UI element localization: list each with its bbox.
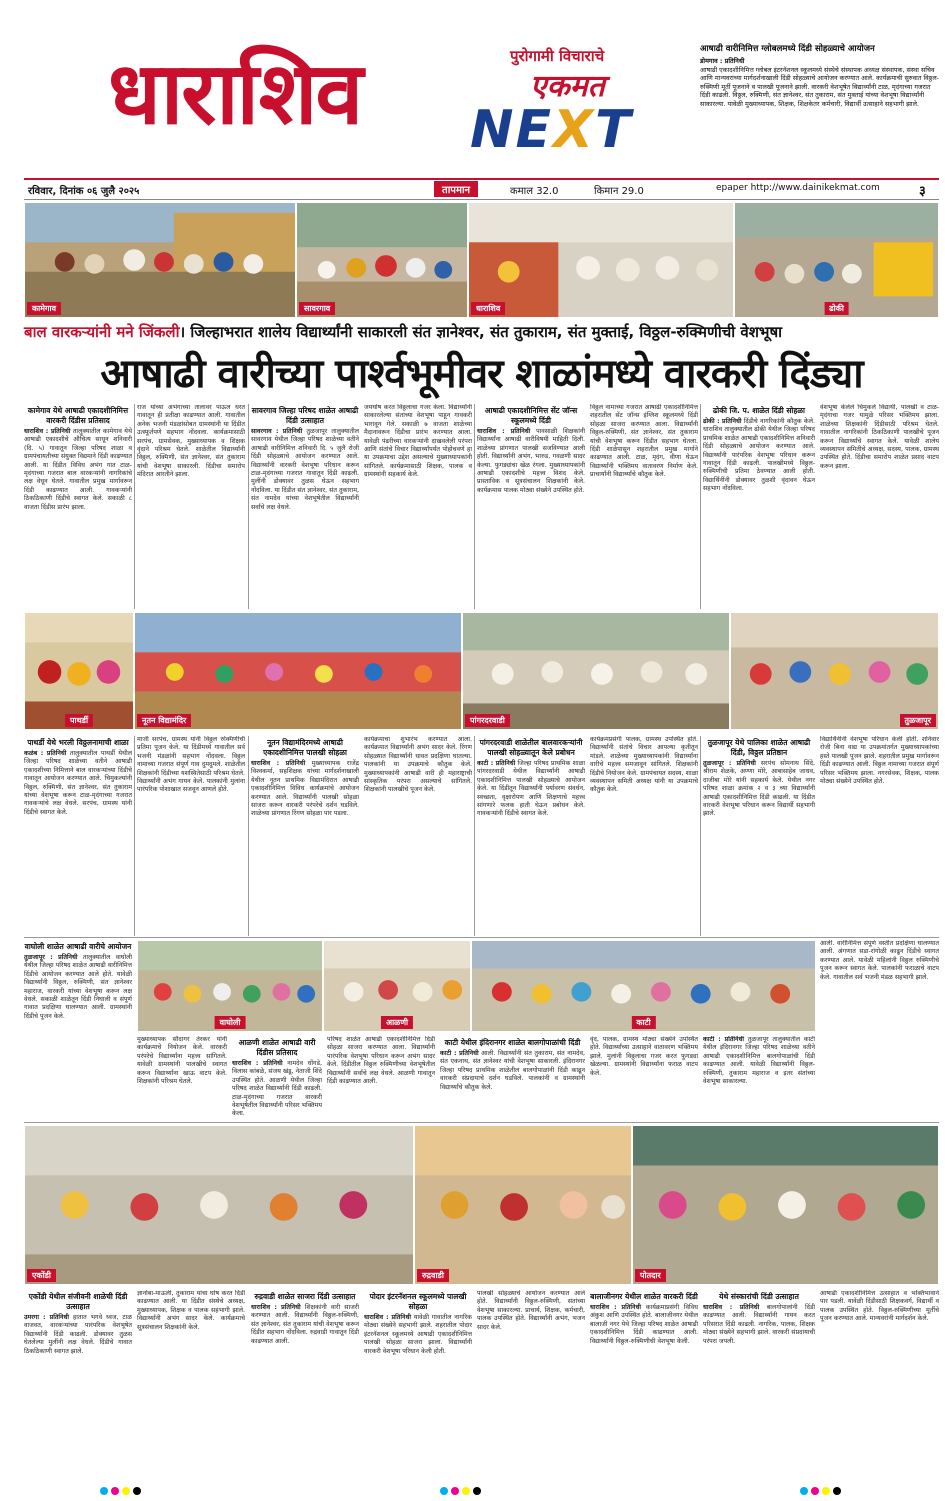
cyan-mark	[440, 1487, 448, 1495]
column-rule	[700, 736, 701, 936]
article-dateline: काटी : प्रतिनिधी	[477, 760, 516, 767]
article-subheading: सावरगाव जिल्हा परिषद शाळेत आषाढी दिंडी उत्साहात	[251, 406, 359, 425]
column-rule	[474, 736, 475, 936]
registration-marks-center	[440, 1487, 481, 1495]
article-body: पावसाळी शिक्षकांनी विद्यार्थ्यांना आषाढी वारीविषयी माहिती दिली. शाळेच्या प्रांगणात पालखी सजविण्यात आली होती. विद्यार्थ्यांनी अभंग, भारुड, गवळणी सादर केल्या. फुगड्यांचा खेळ रंगला. मुख्याध्यापकांनी आषाढी एकादशीचे महत्त्व विशद केले. प्रास्ताविक व सूत्रसंचालन शिक्षकांनी केले. कार्यक्रमास पालक मोठ्या संख्येने उपस्थित होते.	[477, 428, 585, 494]
article-subheading: एकोंडी येथील संजीवनी शाळेची दिंडी उत्साहात	[28, 1292, 128, 1311]
article-dateline: तुळजापूर : प्रतिनिधी	[24, 954, 78, 961]
photo-pathardi	[24, 612, 134, 730]
epaper-link[interactable]: epaper http://www.dainikekmat.com	[716, 183, 880, 193]
article-body: पालखी सोहळ्याचे आयोजन करण्यात आले होते. विद्यार्थ्यांनी विठ्ठल-रुक्मिणी, संतांच्या वेशभूषा साकारल्या. प्राचार्य, शिक्षक, कर्मचारी, पालक उपस्थित होते. विद्यार्थ्यांनी अभंग, भजन सादर केले.	[477, 1290, 585, 1331]
photo-caption: कामेगाव	[27, 302, 61, 315]
article-kati-right	[820, 940, 939, 1120]
article-dateline: धाराशिव : प्रतिनिधी	[590, 1304, 641, 1311]
weather-label: तापमान	[434, 181, 478, 197]
photo-caption: आळणी	[381, 1016, 413, 1029]
photo-tuljapur-image	[731, 613, 938, 729]
article-subheading: रुद्रवाडी शाळेत साजरा दिंडी उत्साहात	[254, 1292, 356, 1301]
article-body: राज यांच्या अभंगाच्या तालावर पाऊल धरत गावातून ही प्रतीक्षा काढण्यात आली. गावातील अनेक भजनी मंडळांसोबत ग्रामस्थांनी या दिंडीत उत्स्फूर्तपणे सहभाग नोंदवला. कार्यक्रमासाठी सरपंच, ग्रामसेवक, मुख्याध्यापक व शिक्षक वृंदाने परिश्रम घेतले. शाळेतील विद्यार्थ्यांनी विठ्ठल, रुक्मिणी, संत ज्ञानेश्वर, संत तुकाराम यांची वेशभूषा साकारली. दिंडीचा समारोप मंदिरात आरतीने झाला.	[137, 404, 245, 479]
article-stjohns-col1	[477, 404, 585, 609]
article-body: मुख्याध्यापक सौदागर तेरकर यांनी कार्यक्रमाचे नियोजन केले. वारकरी परंपरेचे विद्यार्थ्यांना महत्त्व सांगितले. यावेळी ग्रामस्थांनी पालखीचे स्वागत करून विद्यार्थ्यांना खाऊ वाटप केले. शिक्षकांनी परिश्रम घेतले.	[137, 1036, 227, 1086]
article-dateline: काटी : प्रतिनिधी	[440, 1050, 479, 1057]
article-body: तालुक्यातील कामेगाव येथे आषाढी एकादशीचे औचित्य साधून शनिवारी (दि. ५) गावातून जिल्हा परिषद शाळा व ग्रामपंचायतीच्या संयुक्त विद्यमाने दिंडी काढण्यात आली. या दिंडीत विविध अभंग गात टाळ-मृदंगाच्या गजरात बाल वारकऱ्यांनी नागरिकांचे लक्ष वेधून घेतले. गावातील प्रमुख मार्गावरून दिंडी काढण्यात आली. गावकऱ्यांनी ठिकठिकाणी दिंडीचे स्वागत केले. सकाळी ८ वाजता दिंडीस प्रारंभ झाला.	[24, 428, 132, 511]
date-bar	[24, 178, 939, 200]
cyan-mark	[100, 1487, 108, 1495]
black-mark	[833, 1487, 841, 1495]
photo-vagholi	[137, 940, 323, 1032]
page-number: ३	[919, 184, 926, 199]
photo-potdar-image	[633, 1126, 938, 1284]
kicker	[24, 322, 939, 348]
article-body: मुख्याध्यापक राजेंद्र विश्वकर्मा, सहशिक्षक यांच्या मार्गदर्शनाखाली येथील नूतन प्राथमिक विद्यामंदिरात आषाढी एकादशीनिमित्त विविध कार्यक्रमांचे आयोजन करण्यात आले. विद्यार्थ्यांनी पालखी सोहळा साजरा करून वारकरी परंपरेचे दर्शन घडविले. शाळेच्या प्रांगणात रिंगण सोहळा पार पडला.	[251, 760, 359, 818]
article-dhoki-col2	[820, 404, 939, 609]
article-kamegaon-col2	[137, 404, 245, 609]
article-tuljapur-col1	[703, 736, 815, 936]
photo-caption: रुद्रवाडी	[417, 1269, 449, 1282]
article-body: नामदेव धोंगडे, विलास कांबळे, संजय खंडू, नेताजी शिंदे उपस्थित होते. आळणी येथील जिल्हा परिषद शाळेत विद्यार्थ्यांनी दिंडी काढली. टाळ-मृदंगाच्या गजरात वारकरी वेशभूषेतील विद्यार्थ्यांनी परिसर भक्तिमय केला.	[232, 1060, 322, 1118]
row-rule	[24, 1122, 939, 1123]
article-body: आली. विद्यार्थ्यांनी संत तुकाराम, संत नामदेव, संत एकनाथ, संत ज्ञानेश्वर यांची वेशभूषा साकारली. इंदिरानगर जिल्हा परिषद प्राथमिक शाळेतील बालगोपाळांनी दिंडी काढून वारकरी संप्रदायाचे दर्शन घडविले. पालकांनी व ग्रामस्थांनी विद्यार्थ्यांचे कौतुक केले.	[440, 1050, 585, 1091]
article-kati-col1	[440, 1036, 585, 1122]
kicker-text: । जिल्हाभरात शालेय विद्यार्थ्यांनी साकारली संत ज्ञानेश्वर, संत तुकाराम, संत मुक्ताई, विठ्ठल-रुक्मिणीची वेशभूषा	[179, 323, 783, 341]
top-article-title: आषाढी वारीनिमित्त ग्लोबलमध्ये दिंडी सोहळ्याचे आयोजन	[700, 44, 875, 54]
article-body: तालुक्यातील पाथर्डी येथील जिल्हा परिषद शाळेच्या वतीने आषाढी एकादशीच्या निमित्ताने बाल वारकऱ्यांच्या दिंडीचे गावातून आयोजन करण्यात आले. चिमुकल्यांनी विठ्ठल, रुक्मिणी, संत ज्ञानेश्वर, संत तुकाराम यांच्या वेशभूषा करून टाळ-मृदंगाच्या गजरात गावकऱ्यांचे लक्ष वेधले. सरपंच, ग्रामस्थ यांनी दिंडीचे स्वागत केले.	[24, 750, 132, 816]
article-nutan-col1	[251, 736, 359, 936]
article-subheading: ढोकी जि. प. शाळेत दिंडी सोहळा	[713, 406, 805, 415]
article-subheading: तुळजापूर येथे पालिका शाळेत आषाढी दिंडी, विठ्ठल प्रतिष्ठान	[707, 738, 811, 757]
article-dateline: धाराशिव : प्रतिनिधी	[703, 1304, 760, 1311]
magenta-mark	[811, 1487, 819, 1495]
article-potdar-col2	[477, 1290, 585, 1478]
column-rule	[474, 404, 475, 609]
photo-pangardarwadi	[462, 612, 730, 730]
photo-rudrawadi-image	[415, 1126, 631, 1284]
article-kati-col2	[590, 1036, 698, 1122]
column-rule	[134, 736, 135, 936]
yellow-mark	[122, 1487, 130, 1495]
photo-alani	[323, 940, 471, 1032]
article-body: दिंडीचे नागरिकांनी कौतुक केले. धाराशिव तालुक्यातील ढोकी येथील जिल्हा परिषद प्राथमिक शाळेत आषाढी एकादशीनिमित्त शनिवारी दिंडी सोहळ्याचे आयोजन करण्यात आले. विद्यार्थ्यांनी पारंपरिक वेशभूषा परिधान करून गावातून दिंडी काढली. पालखीमध्ये विठ्ठल-रुक्मिणीची प्रतिमा ठेवण्यात आली होती. विद्यार्थिनींनी डोक्यावर तुळशी वृंदावन घेऊन सहभाग नोंदविला.	[703, 418, 815, 493]
article-body: बालगोपालांनी दिंडी काढण्यात आली. विद्यार्थ्यांनी गायन करत परिसरात दिंडी काढली. नागरिक, पालक, शिक्षक मोठ्या संख्येने सहभागी झाले. वारकरी संप्रदायाची परंपरा जपली.	[703, 1304, 815, 1345]
article-vagholi-col1	[24, 940, 132, 1120]
article-body: जयघोष करत विठ्ठलाचा गजर केला. विद्यार्थ्यांनी साकारलेल्या संतांच्या वेशभूषा पाहून गावकरी भारावून गेले. सकाळी ७ वाजता शाळेच्या मैदानावरून दिंडीचा प्रारंभ करण्यात आला. यावेळी पंढरीच्या वारकऱ्यांनी दाखवलेली परंपरा आणि संतांचे विचार विद्यार्थ्यांपर्यंत पोहोचवणे हा या उपक्रमाचा उद्देश असल्याचे मुख्याध्यापकांनी सांगितले. कार्यक्रमासाठी शिक्षक, पालक व ग्रामस्थांनी सहकार्य केले.	[364, 404, 472, 479]
article-body: परिषद शाळेत आषाढी एकादशीनिमित्त दिंडी सोहळा साजरा करण्यात आला. विद्यार्थ्यांनी पारंपरिक वेशभूषा परिधान करून अभंग सादर केले. दिंडीतील विठ्ठल रुक्मिणीच्या वेशभूषेतील विद्यार्थ्यांनी सर्वांचे लक्ष वेधले. आळणी गावातून दिंडी काढण्यात आली.	[327, 1036, 435, 1086]
photo-ekondi-image	[25, 1126, 413, 1284]
photo-savargaon-image	[297, 203, 467, 317]
article-body: विठ्ठल नामाच्या गजरात आषाढी एकादशीनिमित्त शहरातील सेंट जॉन्स इंग्लिश स्कूलमध्ये दिंडी सोहळा साजरा करण्यात आला. विद्यार्थ्यांनी विठ्ठल-रुक्मिणी, संत ज्ञानेश्वर, संत तुकाराम यांची वेशभूषा करून दिंडीत सहभाग घेतला. दिंडी शाळेपासून शहरातील प्रमुख मार्गाने काढण्यात आली. टाळ, मृदंग, वीणा घेऊन विद्यार्थ्यांनी भक्तिमय वातावरण निर्माण केले. प्राचार्यांनी विद्यार्थ्यांचे कौतुक केले.	[590, 404, 698, 479]
article-sanskar-col2	[820, 1290, 939, 1478]
article-subheading: वाघोली शाळेत आषाढी वारीचे आयोजन	[24, 942, 132, 951]
article-body: आली. वारीनिमित्त संपूर्ण वस्तीत प्रदक्षिणा घालण्यात आली. अंगणात सडा-रांगोळी काढून दिंडीचे स्वागत करण्यात आले. यावेळी महिलांनी विठ्ठल रुक्मिणीचे पूजन करून स्वागत केले. पालकांनी फराळाचे वाटप केले. गावातील सर्व भजनी मंडळ सहभागी झाले.	[820, 940, 939, 981]
column-rule	[700, 404, 701, 609]
article-body: तुळजापूर तालुक्यातील सावरगाव येथील जिल्हा परिषद शाळेच्या वतीने आषाढी वारीनिमित्त शनिवारी दि. ५ जुलै रोजी दिंडी सोहळ्याचे आयोजन करण्यात आले. विद्यार्थ्यांनी वारकरी वेशभूषा परिधान करून टाळ-मृदंगाच्या गजरात गावातून दिंडी काढली. मुलींनी डोक्यावर तुळस घेऊन सहभाग नोंदविला. या दिंडीत संत ज्ञानेश्वर, संत तुकाराम, संत नामदेव यांच्या वेशभूषेतील विद्यार्थ्यांनी सर्वांचे लक्ष वेधले.	[251, 428, 359, 511]
photo-caption: सावरगाव	[299, 302, 335, 315]
photo-kamegaon	[24, 202, 296, 318]
kicker-highlight: बाल वारकऱ्यांनी मने जिंकली	[24, 323, 180, 341]
article-savargaon-col1	[251, 404, 359, 609]
article-subheading: नूतन विद्यामंदिरमध्ये आषाढी एकादशीनिमित्त पालखी सोहळा	[263, 738, 347, 757]
photo-dhoki	[734, 202, 939, 318]
article-dateline: तुळजापूर : प्रतिनिधी	[703, 760, 756, 767]
article-kamegaon-col1	[24, 404, 132, 609]
article-subheading: काटी येथील इंदिरानगर शाळेत बालगोपाळांची दिंडी	[444, 1038, 581, 1047]
article-body: शिक्षकांनी वारी साजरी करण्यात आली. विद्यार्थ्यांनी विठ्ठल-रुक्मिणी, संत ज्ञानेश्वर, संत तुकाराम यांची वेशभूषा करून दिंडीत सहभाग नोंदविला. रुद्रवाडी गावातून दिंडी काढण्यात आली.	[251, 1304, 359, 1345]
photo-dharashiv	[468, 202, 734, 318]
row-rule	[24, 937, 939, 938]
article-body: विद्यार्थिनींनी वेशभूषा परिधान केली होती. शनिवार रोजी बिना वाद्य या उपक्रमांतर्गत मुख्याध्यापकांच्या हस्ते पालखी पूजन झाले. शहरातील प्रमुख मार्गावरून दिंडी काढण्यात आली. विठ्ठल नामाच्या गजरात संपूर्ण परिसर भक्तिमय झाला. नगरसेवक, शिक्षक, पालक मोठ्या संख्येने उपस्थित होते.	[820, 736, 939, 786]
photo-caption: पाथर्डी	[65, 714, 93, 727]
article-balajinagar	[590, 1290, 698, 1478]
article-dateline: उमरगा : प्रतिनिधी	[24, 1314, 70, 1321]
photo-dhoki-image	[735, 203, 938, 317]
article-body: कार्यक्रमाचा शुभारंभ करण्यात आला. कार्यक्रमात विद्यार्थ्यांनी अभंग सादर केले. रिंगण सोहळ्यात विद्यार्थ्यांनी धावत प्रदक्षिणा घातल्या. पालकांनी या उपक्रमाचे कौतुक केले. मुख्याध्यापकांनी आषाढी वारी ही महाराष्ट्राची सांस्कृतिक परंपरा असल्याचे सांगितले. शिक्षकांनी पालखीचे पूजन केले.	[364, 736, 472, 794]
photo-caption: नूतन विद्यामंदिर	[137, 714, 191, 727]
article-subheading: आळणी शाळेत आषाढी वारी दिंडीस प्रतिसाद	[238, 1038, 316, 1057]
photo-caption: ढोकी	[824, 302, 849, 315]
article-pangardarwadi-col1	[477, 736, 585, 936]
article-body: वृंद, पालक, ग्रामस्थ मोठ्या संख्येने उपस्थित होते. विद्यार्थ्यांच्या उत्साहाने वातावरण भक्तिमय झाले. मुलांनी विठ्ठलाचा गजर करत फुगड्या खेळल्या. ग्रामस्थांनी विद्यार्थ्यांना फराळ वाटप केले.	[590, 1036, 698, 1077]
article-pathardi-col1	[24, 736, 132, 936]
masthead	[0, 0, 945, 175]
brand-name: एकमत	[530, 69, 605, 104]
article-dateline: सावरगाव : प्रतिनिधी	[251, 428, 303, 435]
photo-caption: तुळजापूर	[900, 714, 936, 727]
min-temperature: किमान 29.0	[594, 186, 644, 197]
tagline: पुरोगामी विचाराचे	[510, 47, 605, 65]
photo-potdar	[632, 1125, 939, 1285]
article-body: कार्यक्रमप्रसंगी पालक, ग्रामस्थ उपस्थित होते. विद्यार्थ्यांनी संतांचे विचार आपल्या कृतीतून मांडले. शाळेच्या मुख्याध्यापकांनी विद्यार्थ्यांना वारीचे महत्त्व समजावून सांगितले. शिक्षकांनी दिंडीचे नियोजन केले. ग्रामपंचायत सदस्य, शाळा व्यवस्थापन समिती अध्यक्ष यांनी या उपक्रमाचे कौतुक केले.	[590, 736, 698, 794]
article-rudrawadi	[251, 1290, 359, 1478]
yellow-mark	[462, 1487, 470, 1495]
photo-dharashiv-image	[469, 203, 733, 317]
article-dateline: धाराशिव : प्रतिनिधी	[364, 1314, 411, 1321]
photo-caption: धाराशिव	[471, 302, 505, 315]
article-body: माजी सरपंच, ग्रामस्थ यांनी विठ्ठल रुक्मिणीची प्रतिमा पूजन केले. या दिंडीमध्ये गावातील सर्व भजनी मंडळांनी सहभाग नोंदवला. विठ्ठल नामाच्या गजरात संपूर्ण गाव दुमदुमले. शाळेतील शिक्षकांनी दिंडीच्या यशस्वितेसाठी परिश्रम घेतले. विद्यार्थ्यांनी अभंग गायन केले. पालकांनी मुलांना पारंपरिक पोशाखात सजवून आणले होते.	[137, 736, 245, 794]
article-subheading: पांगरदरवाडी शाळेतील बालवारकऱ्यांनी पालखी सोहळ्यातून केले प्रबोधन	[479, 738, 583, 757]
article-dateline: कळंब : प्रतिनिधी	[24, 750, 67, 757]
registration-marks-left	[100, 1487, 141, 1495]
photo-tuljapur	[730, 612, 939, 730]
cyan-mark	[800, 1487, 808, 1495]
article-alani-col2	[327, 1036, 435, 1122]
magenta-mark	[451, 1487, 459, 1495]
photo-caption: पोतदार	[635, 1269, 666, 1282]
photo-rudrawadi	[414, 1125, 632, 1285]
article-pathardi-col2	[137, 736, 245, 936]
photo-pangardarwadi-image	[463, 613, 729, 729]
article-dateline: ढोकी : प्रतिनिधी	[703, 418, 742, 425]
photo-nutan-image	[135, 613, 461, 729]
article-dateline: काटी : प्रतिनिधी	[703, 1036, 745, 1043]
max-temperature: कमाल 32.0	[510, 186, 559, 197]
article-dateline: धाराशिव : प्रतिनिधी	[232, 1060, 283, 1067]
article-dateline: धाराशिव : प्रतिनिधी	[251, 760, 306, 767]
article-subheading: आषाढी एकादशीनिमित्त सेंट जॉन्स स्कूलमध्ये दिंडी	[484, 406, 578, 425]
photo-caption: पांगरदरवाडी	[465, 714, 510, 727]
registration-marks-right	[800, 1487, 841, 1495]
photo-kati	[471, 940, 816, 1032]
top-article-body: आषाढी एकादशीनिमित्त ग्लोबल इंटरनॅशनल स्कूलमध्ये संस्थेचे संस्थापक अध्यक्ष संस्थापक, संस्था सचिव आणि मान्यवरांच्या मार्गदर्शनाखाली दिंडी सोहळ्याचे आयोजन करण्यात आले. कार्यक्रमाची सुरुवात विठ्ठल-रुक्मिणी मूर्ती पूजनाने व पालखी पूजनाने झाली. वारकरी वेशभूषेत विद्यार्थ्यांनी टाळ, मृदंगाच्या गजरात दिंडी काढली. विठ्ठल, रुक्मिणी, संत ज्ञानेश्वर, संत तुकाराम, संत मुक्ताई यांच्या वेशभूषा विद्यार्थ्यांनी साकारल्या. यावेळी मुख्याध्यापक, शिक्षक, शिक्षकेतर कर्मचारी, विद्यार्थी उत्साहाने सहभागी झाले.	[700, 65, 939, 108]
article-body: यावेळी गावातील नागरिक मोठ्या संख्येने सहभागी झाले. शहरातील पोदार इंटरनॅशनल स्कूलमध्ये आषाढी एकादशीनिमित्त पालखी सोहळा साजरा झाला. विद्यार्थ्यांनी वारकरी वेशभूषा परिधान केली होती.	[364, 1314, 472, 1355]
column-rule	[134, 404, 135, 609]
article-body: आषाढी एकादशीनिमित्त उत्साहात व भक्तिभावाने पार पडली. यावेळी दिंडीसाठी शिक्षकवर्ग, विद्यार्थी व पालक उपस्थित होते. विठ्ठल-रुक्मिणीच्या मूर्तीचे पूजन करण्यात आले. मान्यवरांनी मार्गदर्शन केले.	[820, 1290, 939, 1323]
photo-caption: वाघोली	[215, 1016, 246, 1029]
main-headline: आषाढी वारीच्या पार्श्वभूमीवर शाळांमध्ये वारकरी दिंड्या	[100, 350, 863, 397]
article-dateline: धाराशिव : प्रतिनिधी	[251, 1304, 301, 1311]
article-alani-col1	[232, 1036, 322, 1122]
article-sanskar-col1	[703, 1290, 815, 1478]
black-mark	[133, 1487, 141, 1495]
article-subheading: येथे संस्कारांची दिंडी उत्साहात	[719, 1292, 799, 1301]
photo-kamegaon-image	[25, 203, 295, 317]
photo-nutan-vidyamandir	[134, 612, 462, 730]
article-body: ज्ञानोबा-माऊली, तुकाराम यांचा घोष करत दिंडी काढण्यात आली. या दिंडीत संस्थेचे अध्यक्ष, मुख्याध्यापक, शिक्षक व पालक सहभागी झाले. विद्यार्थ्यांनी अभंग सादर केले. कार्यक्रमाचे सूत्रसंचालन शिक्षकांनी केले.	[137, 1290, 245, 1331]
column-rule	[248, 404, 249, 609]
top-article-dateline: डोमगाव : प्रतिनिधी	[700, 57, 745, 65]
article-body: वेशभूषा केलेले चिमुकले विद्यार्थी, पालखी व टाळ-मृदंगाचा गजर यामुळे परिसर भक्तिमय झाला. शाळेच्या शिक्षकांनी दिंडीसाठी परिश्रम घेतले. गावातील नागरिकांनी ठिकठिकाणी पालखीचे पूजन करून विद्यार्थ्यांचे स्वागत केले. यावेळी शालेय व्यवस्थापन समितीचे अध्यक्ष, सदस्य, पालक, ग्रामस्थ उपस्थित होते. दिंडीचा समारोप शाळेत प्रसाद वाटप करून झाला.	[820, 404, 939, 470]
article-subheading: कामेगाव येथे आषाढी एकादशीनिमित्त वारकरी दिंडीस प्रतिसाद	[27, 406, 129, 425]
black-mark	[473, 1487, 481, 1495]
photo-caption: काटी	[631, 1016, 655, 1029]
article-subheading: पाथर्डी येथे भरली विठ्ठलनामाची शाळा	[27, 738, 129, 747]
newspaper-logo: धाराशिव	[108, 43, 362, 144]
top-article	[700, 44, 940, 176]
article-savargaon-col2	[364, 404, 472, 609]
article-ekondi-col1	[24, 1290, 132, 1478]
article-kati-col3	[703, 1036, 815, 1122]
article-dhoki-col1	[703, 404, 815, 609]
article-dateline: धाराशिव : प्रतिनिधी	[24, 428, 71, 435]
article-potdar-col1	[364, 1290, 472, 1478]
photo-ekondi	[24, 1125, 414, 1285]
article-nutan-col2	[364, 736, 472, 936]
photo-caption: एकोंडी	[27, 1269, 56, 1282]
article-body: कार्यक्रमाप्रसंगी विविध अंकुश आणि उपस्थित होते. बालाजीनगर येथील बालाजी नगर येथे जिल्हा परिषद शाळेत आषाढी एकादशीनिमित्त दिंडी काढण्यात आली. विद्यार्थ्यांनी विठ्ठल-रुक्मिणीची वेशभूषा केली.	[590, 1304, 698, 1345]
article-stjohns-col2	[590, 404, 698, 609]
article-ekondi-col2	[137, 1290, 245, 1478]
article-body: सरपंच सोमनाथ सिंदे, श्रीराम शेळके, अण्णा मोरे, आबासाहेब जाधव, दाजीबा मोरे यांनी सहकार्य केले. येथील नगर परिषद शाळा क्रमांक २ व ३ च्या विद्यार्थ्यांनी आषाढी एकादशीनिमित्त दिंडी काढली. या दिंडीत वारकरी वेशभूषा परिधान करून विद्यार्थी सहभागी झाले.	[703, 760, 815, 818]
magenta-mark	[111, 1487, 119, 1495]
article-subheading: बालाजीनगर येथील शाळेत वारकरी दिंडी	[590, 1292, 698, 1301]
article-pangardarwadi-col2	[590, 736, 698, 936]
issue-date: रविवार, दिनांक ०६ जुलै २०२५	[28, 186, 140, 197]
article-tuljapur-col2	[820, 736, 939, 936]
article-body: हातात भगवे ध्वज, टाळ वाजवत, वारकऱ्यांच्या पारंपरिक वेशभूषेत विद्यार्थ्यांनी दिंडी काढली. डोक्यावर तुळस घेतलेल्या मुलींनी लक्ष वेधले. दिंडीचे गावात ठिकठिकाणी स्वागत झाले.	[24, 1314, 132, 1355]
next-logo: NEXT	[470, 100, 633, 160]
article-body: तालुक्यातील वाघोली येथील जिल्हा परिषद शाळेत आषाढी वारीनिमित्त दिंडीचे आयोजन करण्यात आले होते. यावेळी विद्यार्थ्यांनी विठ्ठल, रुक्मिणी, संत ज्ञानेश्वर महाराज, वारकरी यांच्या वेशभूषा करून लक्ष वेधले. सकाळी शाळेतून दिंडी निघाली व संपूर्ण गावात प्रदक्षिणा घालण्यात आली. ग्रामस्थांनी दिंडीचे पूजन केले.	[24, 954, 132, 1020]
article-body: जिल्हा परिषद प्राथमिक शाळा पांगरदरवाडी येथील विद्यार्थ्यांनी आषाढी एकादशीनिमित्त पालखी सोहळ्याचे आयोजन केले. या दिंडीतून विद्यार्थ्यांनी पर्यावरण संवर्धन, स्वच्छता, वृक्षारोपण आणि शिक्षणाचे महत्त्व सांगणारे फलक हाती घेऊन प्रबोधन केले. गावकऱ्यांनी दिंडीचे स्वागत केले.	[477, 760, 585, 818]
article-subheading: पोदार इंटरनॅशनल स्कूलमध्ये पालखी सोहळा	[369, 1292, 467, 1311]
photo-pathardi-image	[25, 613, 133, 729]
article-vagholi-col2	[137, 1036, 227, 1122]
column-rule	[248, 736, 249, 936]
article-body: तुळजापूर तालुक्यातील काटी येथील इंदिरानगर जिल्हा परिषद शाळेच्या वतीने आषाढी एकादशीनिमित्त बालगोपाळांची दिंडी काढण्यात आली. यावेळी विद्यार्थ्यांनी विठ्ठल-रुक्मिणी, तुकाराम महाराज व इतर संतांच्या वेशभूषा साकारल्या.	[703, 1036, 815, 1086]
article-dateline: धाराशिव : प्रतिनिधी	[477, 428, 531, 435]
yellow-mark	[822, 1487, 830, 1495]
photo-savargaon	[296, 202, 468, 318]
